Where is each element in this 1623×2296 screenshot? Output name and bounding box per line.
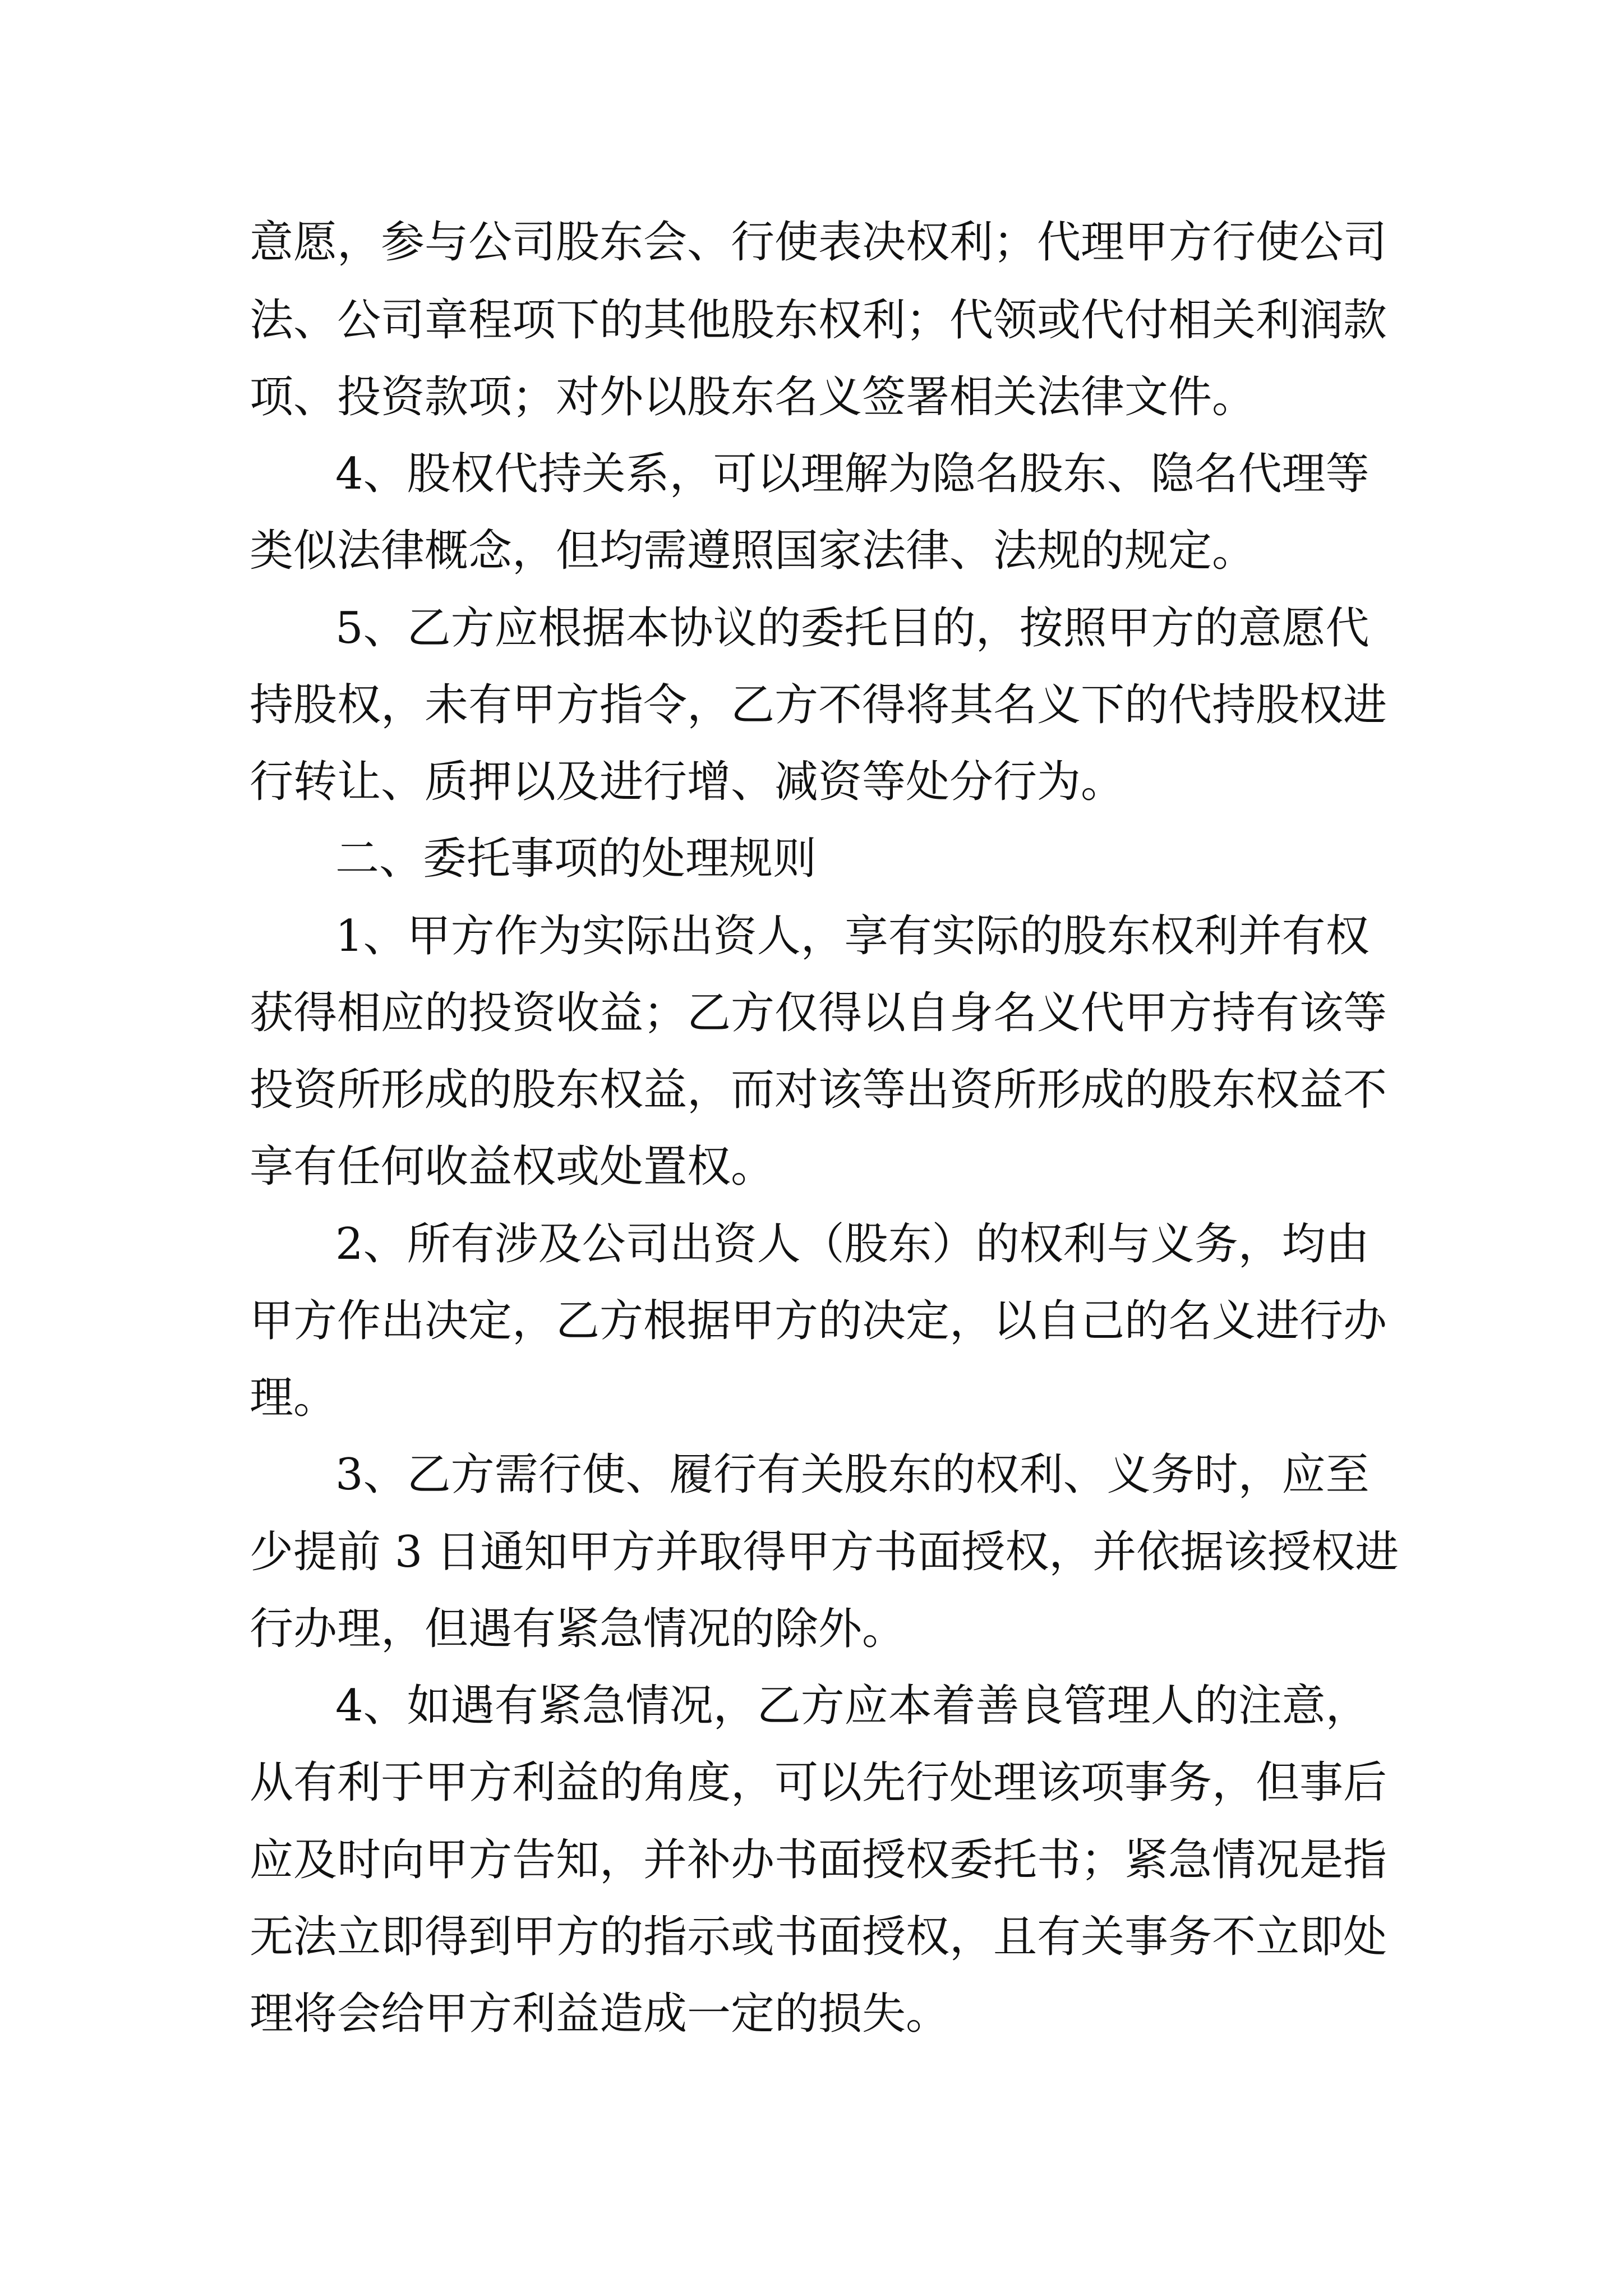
text-line: 获得相应的投资收益；乙方仅得以自身名义代甲方持有该等 [250, 988, 1387, 1038]
text-line: 意愿，参与公司股东会、行使表决权利；代理甲方行使公司 [250, 217, 1387, 268]
text-line: 4、股权代持关系，可以理解为隐名股东、隐名代理等 [335, 449, 1370, 499]
text-line: 行转让、质押以及进行增、减资等处分行为。 [250, 757, 1125, 807]
text-line: 应及时向甲方告知，并补办书面授权委托书；紧急情况是指 [250, 1835, 1387, 1885]
text-line: 1、甲方作为实际出资人，享有实际的股东权利并有权 [335, 911, 1370, 961]
text-line: 项、投资款项；对外以股东名义签署相关法律文件。 [250, 372, 1256, 422]
text-line: 法、公司章程项下的其他股东权利；代领或代付相关利润款 [250, 295, 1387, 346]
text-line: 持股权，未有甲方指令，乙方不得将其名义下的代持股权进 [250, 680, 1387, 730]
text-line: 5、乙方应根据本协议的委托目的，按照甲方的意愿代 [335, 603, 1370, 654]
text-line: 从有利于甲方利益的角度，可以先行处理该项事务，但事后 [250, 1757, 1387, 1808]
text-line: 4、如遇有紧急情况，乙方应本着善良管理人的注意， [335, 1681, 1370, 1731]
text-line: 甲方作出决定，乙方根据甲方的决定，以自己的名义进行办 [250, 1296, 1387, 1346]
text-line: 行办理，但遇有紧急情况的除外。 [250, 1604, 906, 1654]
text-line: 理将会给甲方利益造成一定的损失。 [250, 1989, 950, 2039]
text-line: 少提前 3 日通知甲方并取得甲方书面授权，并依据该授权进 [250, 1527, 1399, 1577]
text-line: 理。 [250, 1373, 338, 1423]
text-line: 享有任何收益权或处置权。 [250, 1142, 775, 1192]
text-line: 3、乙方需行使、履行有关股东的权利、义务时，应至 [335, 1450, 1370, 1500]
text-line: 2、所有涉及公司出资人（股东）的权利与义务，均由 [335, 1219, 1370, 1269]
text-line: 类似法律概念，但均需遵照国家法律、法规的规定。 [250, 526, 1256, 576]
section-heading: 二、委托事项的处理规则 [335, 834, 817, 884]
text-line: 无法立即得到甲方的指示或书面授权，且有关事务不立即处 [250, 1912, 1387, 1962]
text-line: 投资所形成的股东权益，而对该等出资所形成的股东权益不 [250, 1065, 1387, 1115]
